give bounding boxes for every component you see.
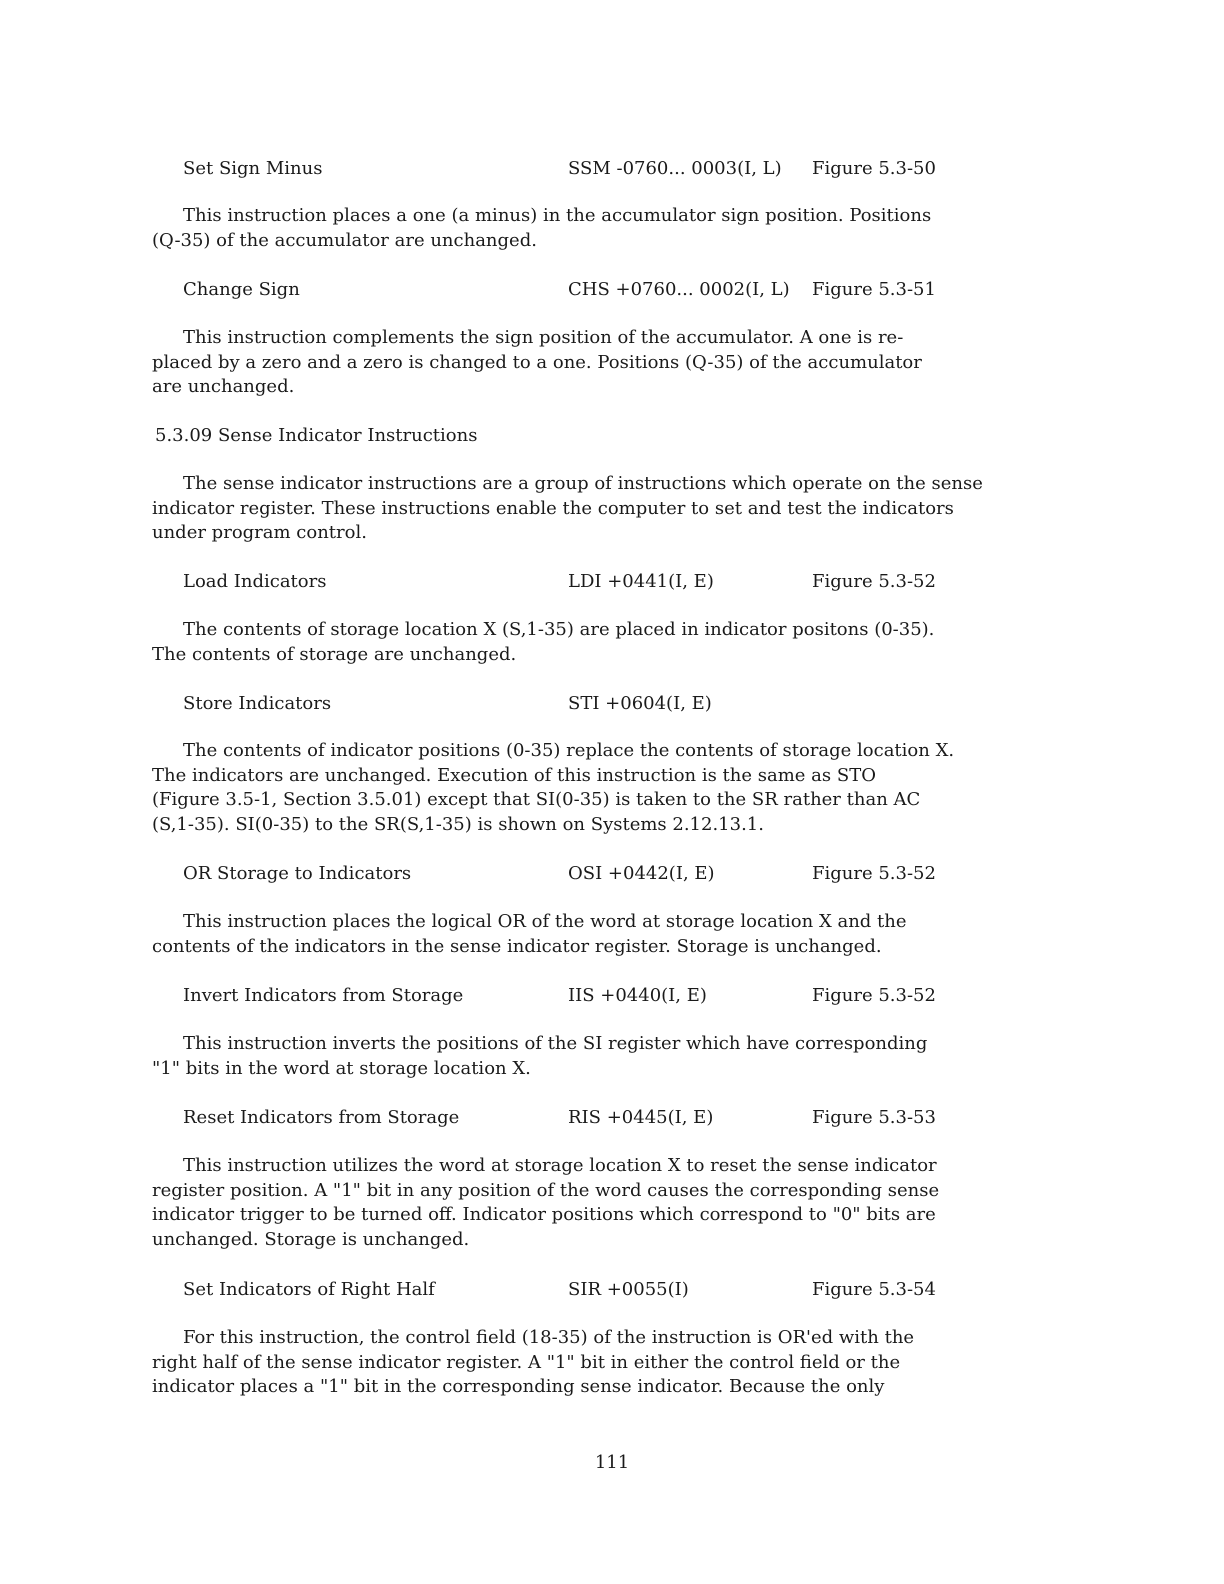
paragraph xyxy=(152,326,1032,400)
paragraph-line: (S,1-35). SI(0-35) to the SR(S,1-35) is shown on Systems 2.12.13.1. xyxy=(152,813,764,835)
instruction-name: OR Storage to Indicators xyxy=(183,863,412,884)
instruction-row xyxy=(0,691,1224,717)
paragraph-line: placed by a zero and a zero is changed to a one. Positions (Q-35) of the accumulator xyxy=(152,351,922,373)
instruction-code: SSM -0760... 0003(I, L) xyxy=(568,158,782,179)
paragraph-line: under program control. xyxy=(152,522,367,543)
instruction-code: RIS +0445(I, E) xyxy=(568,1107,714,1128)
paragraph-line: indicator places a "1" bit in the corresponding sense indicator. Because the only xyxy=(152,1376,885,1397)
paragraph xyxy=(152,739,1032,837)
paragraph-line: right half of the sense indicator register. A "1" bit in either the control field or the xyxy=(152,1351,901,1373)
figure-reference: Figure 5.3-52 xyxy=(812,985,936,1006)
paragraph-line: This instruction inverts the positions of the SI register which have corresponding xyxy=(183,1033,928,1054)
instruction-code: LDI +0441(I, E) xyxy=(568,571,714,592)
paragraph xyxy=(152,1154,1032,1252)
paragraph-line: indicator register. These instructions enable the computer to set and test the indicators xyxy=(152,497,954,519)
paragraph-line: This instruction complements the sign position of the accumulator. A one is re- xyxy=(183,327,904,348)
paragraph xyxy=(152,1032,1032,1081)
instruction-row xyxy=(0,1277,1224,1303)
figure-reference: Figure 5.3-54 xyxy=(812,1279,936,1300)
paragraph-line: indicator trigger to be turned off. Indicator positions which correspond to "0" bits are xyxy=(152,1204,936,1225)
paragraph xyxy=(152,204,1032,253)
instruction-code: OSI +0442(I, E) xyxy=(568,863,715,884)
instruction-name: Invert Indicators from Storage xyxy=(183,985,464,1006)
instruction-row xyxy=(0,156,1224,182)
instruction-row xyxy=(0,861,1224,887)
paragraph-line: The sense indicator instructions are a group of instructions which operate on the sense xyxy=(183,473,983,494)
paragraph-line: This instruction utilizes the word at storage location X to reset the sense indicator xyxy=(183,1155,937,1176)
paragraph-line: are unchanged. xyxy=(152,376,295,397)
instruction-code: SIR +0055(I) xyxy=(568,1279,689,1300)
paragraph-line: For this instruction, the control field (18-35) of the instruction is OR'ed with the xyxy=(183,1327,915,1348)
instruction-row xyxy=(0,983,1224,1009)
paragraph-line: register position. A "1" bit in any position of the word causes the corresponding sense xyxy=(152,1179,940,1201)
instruction-name: Reset Indicators from Storage xyxy=(183,1107,460,1128)
figure-reference: Figure 5.3-50 xyxy=(812,158,936,179)
instruction-code: IIS +0440(I, E) xyxy=(568,985,707,1006)
paragraph-line: contents of the indicators in the sense indicator register. Storage is unchanged. xyxy=(152,935,882,957)
instruction-code: STI +0604(I, E) xyxy=(568,693,712,714)
figure-reference: Figure 5.3-52 xyxy=(812,863,936,884)
instruction-name: Set Indicators of Right Half xyxy=(183,1279,435,1300)
page-number: 111 xyxy=(594,1452,630,1473)
paragraph-line: The contents of storage location X (S,1-35) are placed in indicator positons (0-35). xyxy=(183,619,935,640)
figure-reference: Figure 5.3-53 xyxy=(812,1107,936,1128)
figure-reference: Figure 5.3-52 xyxy=(812,571,936,592)
instruction-name: Change Sign xyxy=(183,279,300,300)
paragraph-line: (Q-35) of the accumulator are unchanged. xyxy=(152,229,537,251)
paragraph xyxy=(152,472,1032,546)
paragraph-line: This instruction places the logical OR of the word at storage location X and the xyxy=(183,911,907,932)
instruction-name: Store Indicators xyxy=(183,693,332,714)
paragraph xyxy=(152,618,1032,667)
instruction-name: Set Sign Minus xyxy=(183,158,323,179)
instruction-code: CHS +0760... 0002(I, L) xyxy=(568,279,790,300)
paragraph xyxy=(152,910,1032,959)
paragraph xyxy=(152,1326,1032,1400)
paragraph-line: The contents of storage are unchanged. xyxy=(152,643,517,665)
figure-reference: Figure 5.3-51 xyxy=(812,279,936,300)
paragraph-line: (Figure 3.5-1, Section 3.5.01) except that SI(0-35) is taken to the SR rather than AC xyxy=(152,789,921,810)
instruction-row xyxy=(0,277,1224,303)
paragraph-line: "1" bits in the word at storage location X. xyxy=(152,1057,531,1079)
paragraph-line: This instruction places a one (a minus) in the accumulator sign position. Positions xyxy=(183,205,932,226)
instruction-row xyxy=(0,569,1224,595)
instruction-row xyxy=(0,1105,1224,1131)
paragraph-line: unchanged. Storage is unchanged. xyxy=(152,1228,470,1250)
section-heading: 5.3.09 Sense Indicator Instructions xyxy=(155,425,478,446)
instruction-name: Load Indicators xyxy=(183,571,327,592)
paragraph-line: The indicators are unchanged. Execution of this instruction is the same as STO xyxy=(152,764,876,786)
paragraph-line: The contents of indicator positions (0-35) replace the contents of storage location X. xyxy=(183,740,955,761)
